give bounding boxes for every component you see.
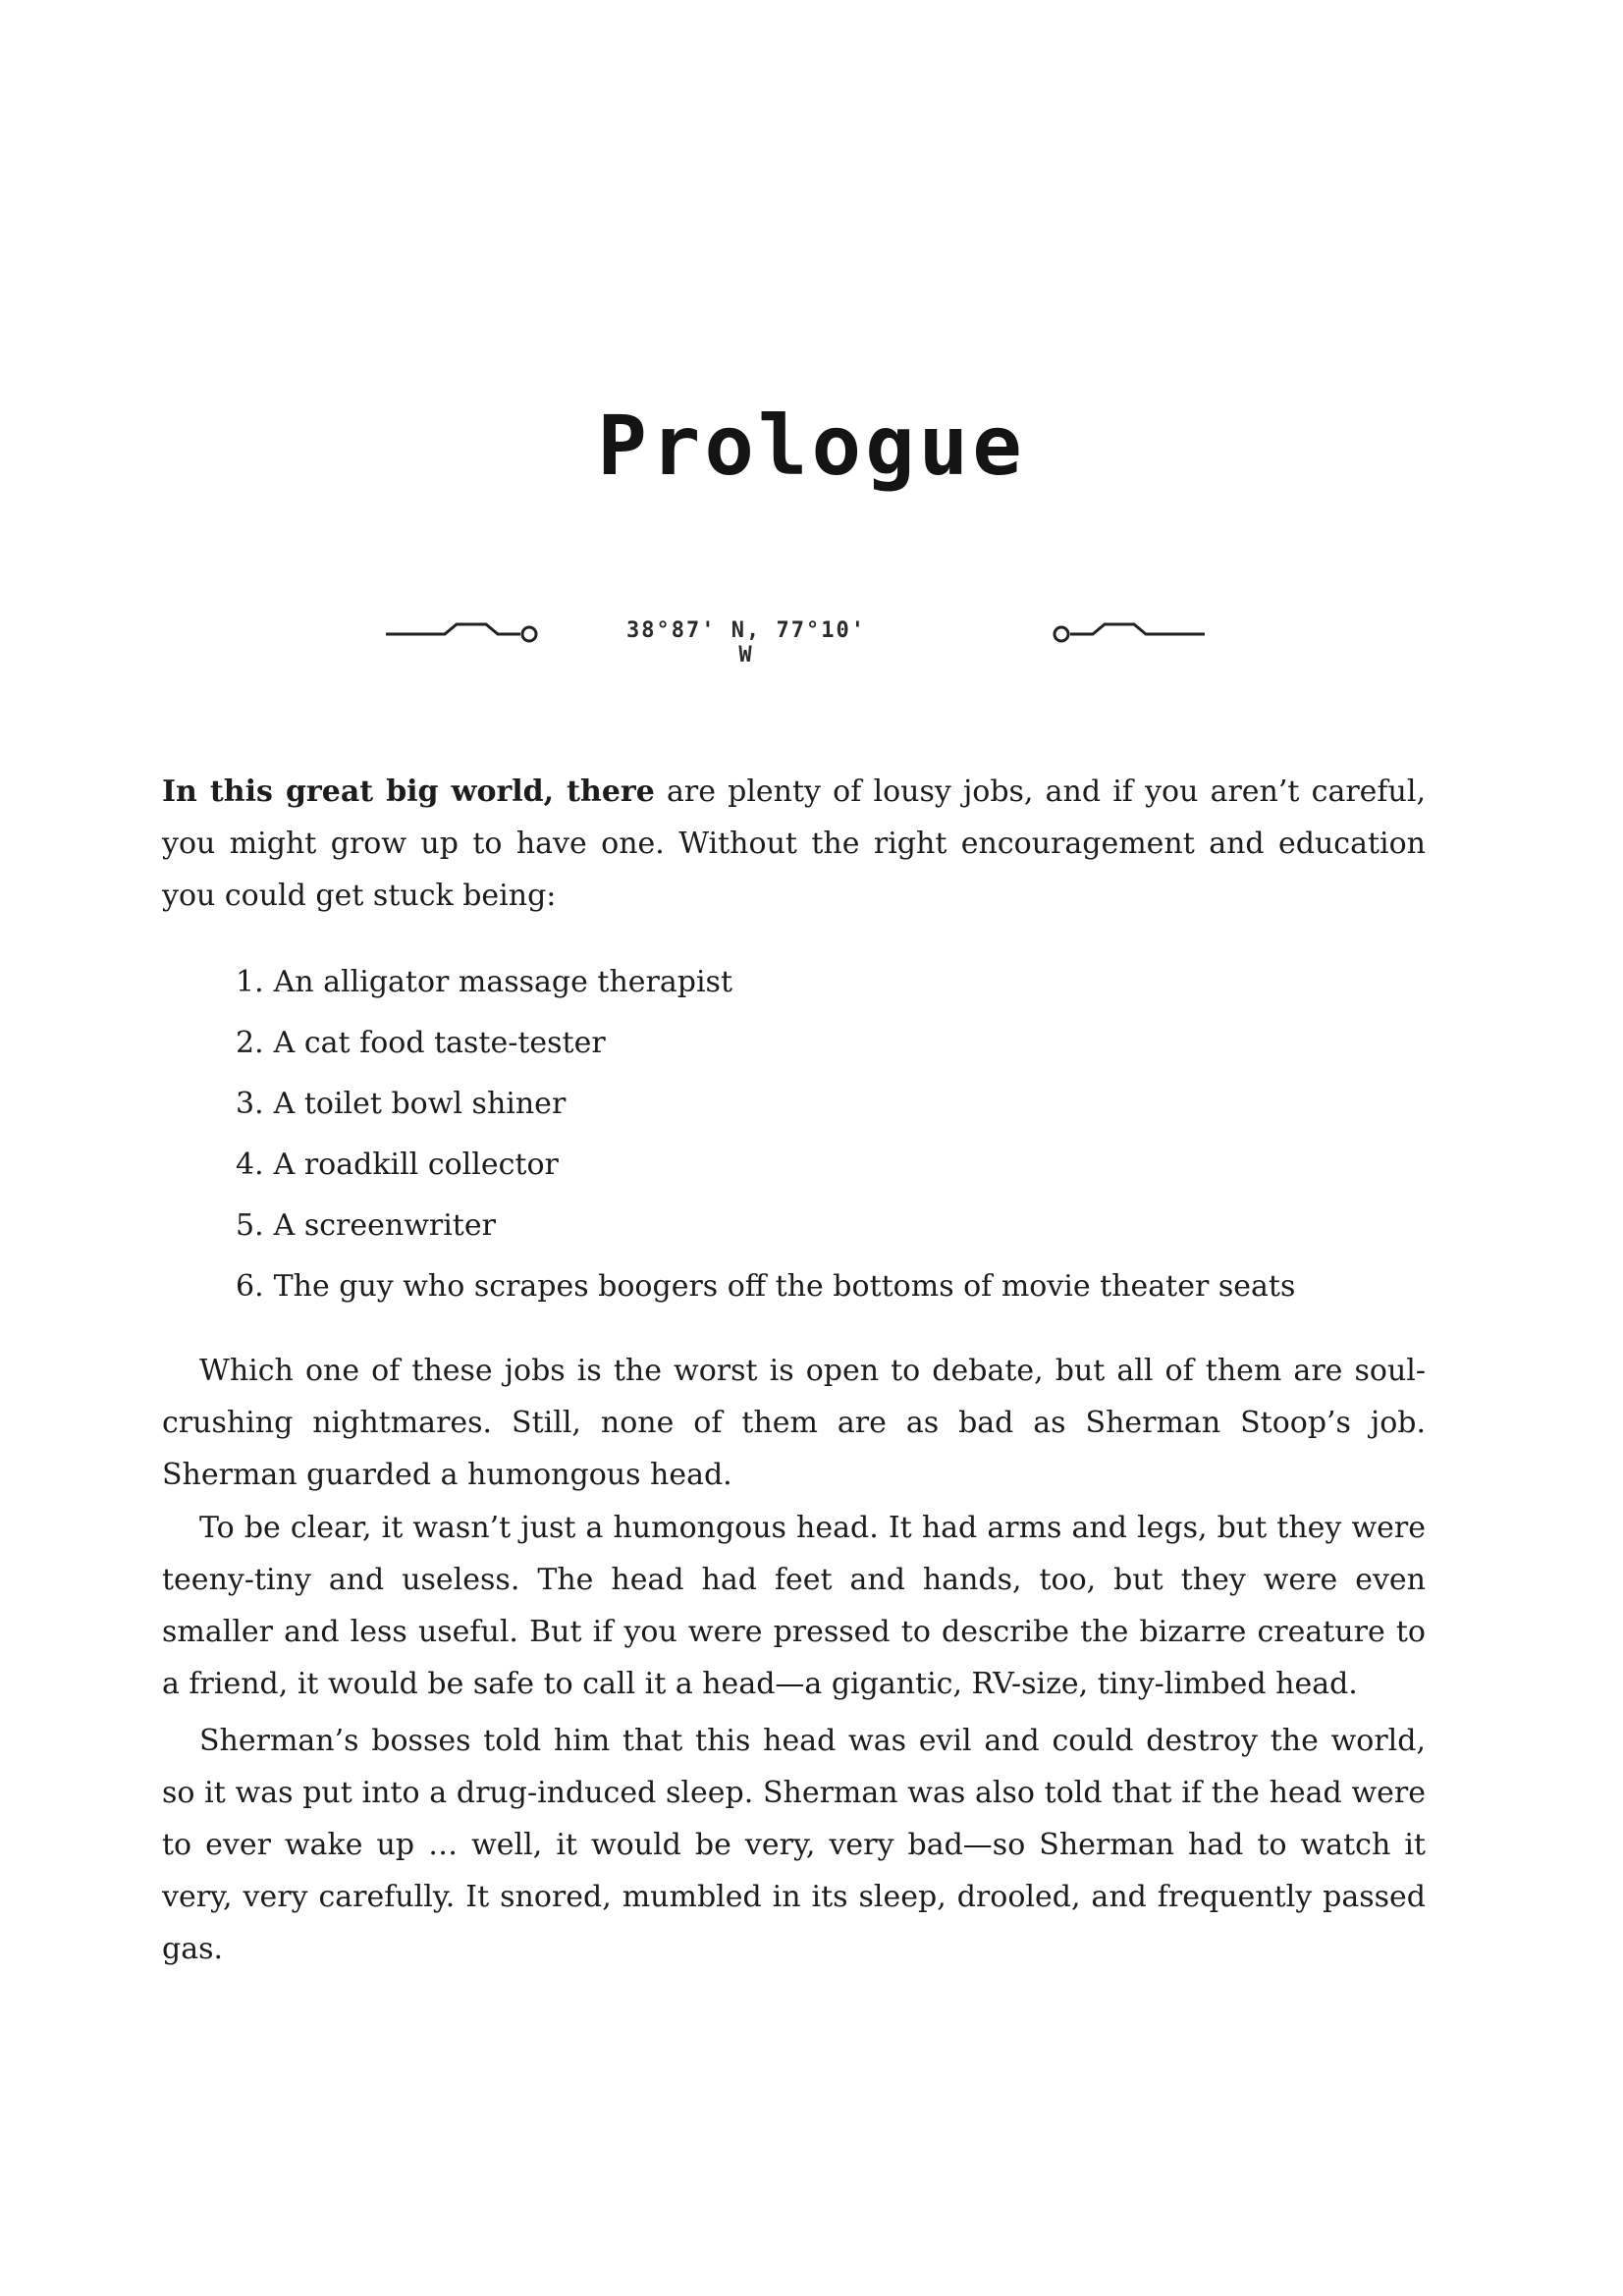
list-item	[236, 1196, 1295, 1256]
circuit-line-right-icon	[1036, 616, 1213, 646]
circuit-line-left-icon	[378, 616, 555, 646]
list-item	[236, 952, 1295, 1013]
list-item-number: 4.	[236, 1148, 264, 1182]
coordinates-divider	[378, 609, 1213, 667]
list-item-text: A toilet bowl shiner	[273, 1087, 567, 1121]
paragraph-worst-job: Which one of these jobs is the worst is open to debate, but all of them are soul-crushing nightmares. Still, none of them are as bad as Sherman Stoop’s job. Sherman guarded a humongous head.	[162, 1354, 1426, 1492]
intro-rest: are plenty of lousy jobs, and if you aren’t careful, you might grow up to have one. Without the right encouragement and education you could get stuck being:	[162, 774, 1426, 913]
paragraph-humongous-head: To be clear, it wasn’t just a humongous head. It had arms and legs, but they were teeny-tiny and useless. The head had feet and hands, too, but they were even smaller and less useful. But if you were pressed to describe the bizarre creature to a friend, it would be safe to call it a head—a gigantic, RV-size, tiny-limbed head.	[162, 1511, 1426, 1701]
chapter-title: Prologue	[597, 398, 1026, 494]
paragraph-bosses: Sherman’s bosses told him that this head was evil and could destroy the world, so it was put into a drug-induced sleep. Sherman was also told that if the head were to ever wake up … well, it would be very, very bad—so Sherman had to watch it very, very carefully. It snored, mumbled in its sleep, drooled, and frequently passed gas.	[162, 1724, 1426, 1966]
intro-lead: In this great big world, there	[162, 774, 655, 809]
list-item-text: A cat food taste-tester	[273, 1026, 606, 1060]
list-item-text: The guy who scrapes boogers off the bottoms of movie theater seats	[273, 1269, 1296, 1304]
list-item	[236, 1013, 1295, 1074]
jobs-list	[236, 952, 1295, 1317]
list-item-text: An alligator massage therapist	[273, 965, 733, 999]
list-item	[236, 1256, 1295, 1317]
list-item	[236, 1074, 1295, 1135]
list-item-number: 6.	[236, 1269, 264, 1304]
location-coordinates: 38°87' N, 77°10' W	[626, 618, 866, 667]
list-item-text: A screenwriter	[273, 1208, 496, 1243]
list-item	[236, 1135, 1295, 1196]
list-item-number: 3.	[236, 1087, 264, 1121]
list-item-number: 1.	[236, 965, 264, 999]
list-item-text: A roadkill collector	[273, 1148, 559, 1182]
list-item-number: 5.	[236, 1208, 264, 1243]
list-item-number: 2.	[236, 1026, 264, 1060]
intro-paragraph	[162, 766, 1426, 922]
